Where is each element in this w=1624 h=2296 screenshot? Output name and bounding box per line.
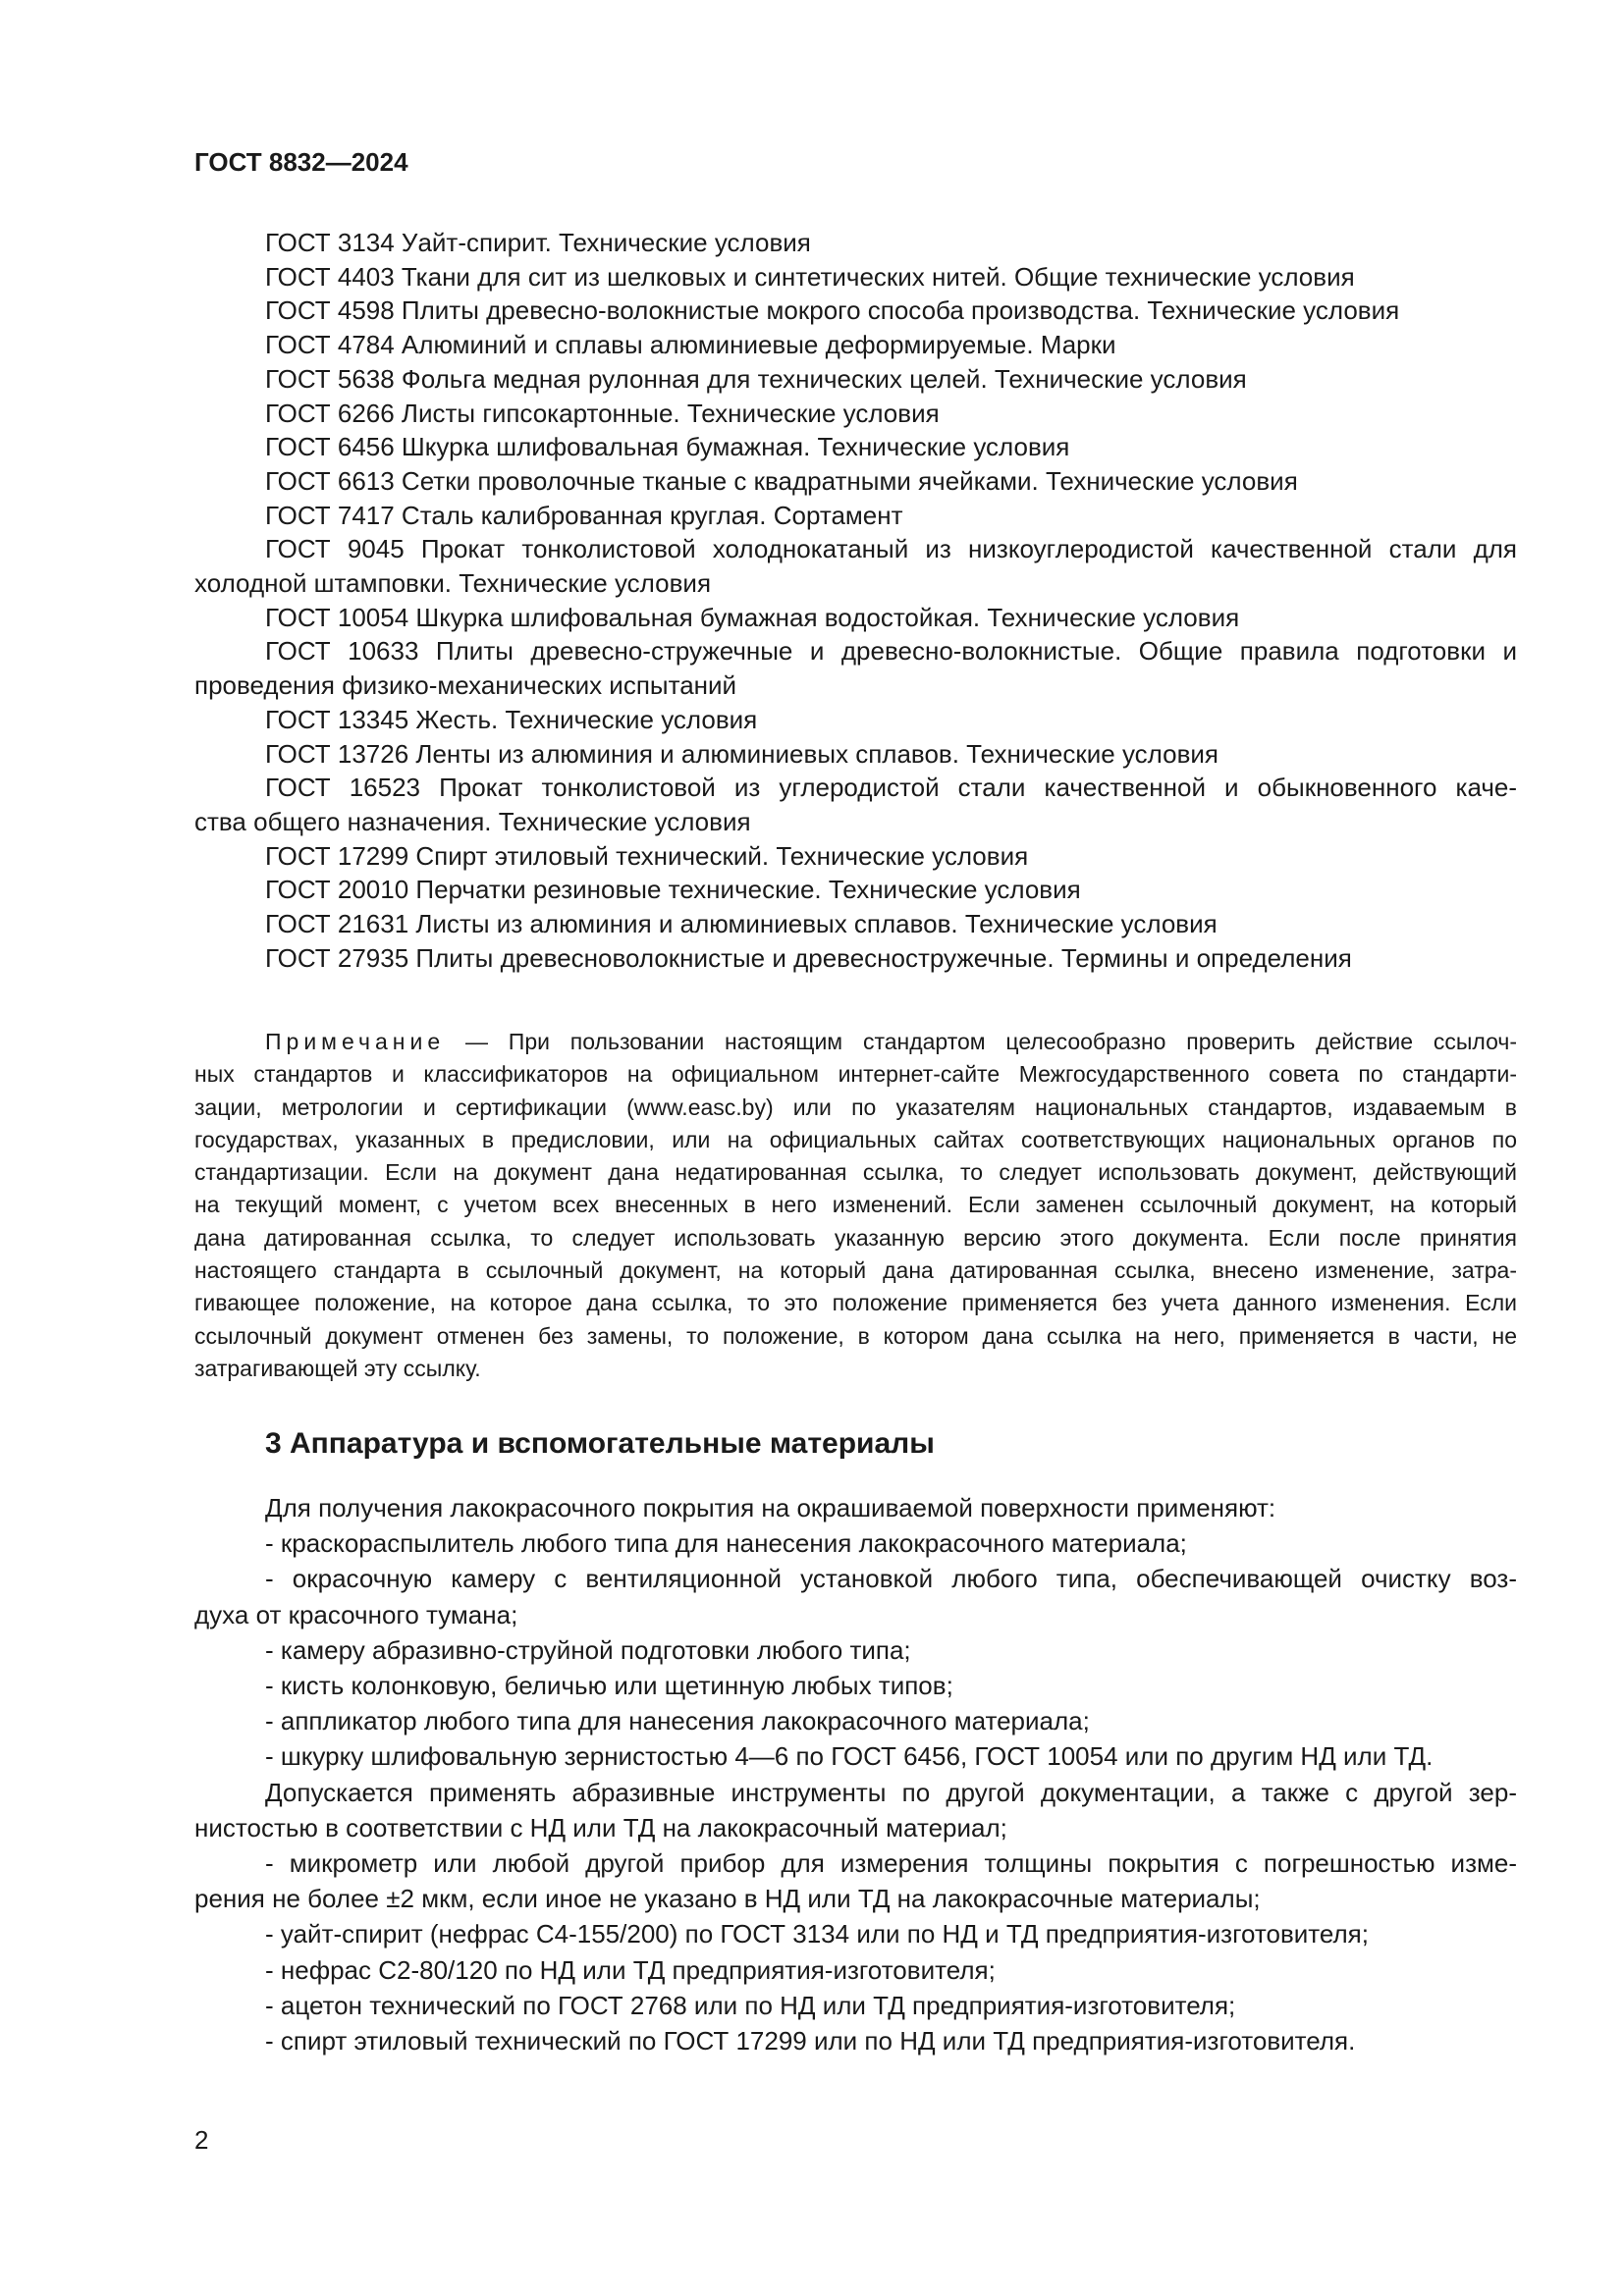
section-paragraph: - кисть колонковую, беличью или щетинную любых типов; <box>265 1671 953 1701</box>
reference-item: ГОСТ 17299 Спирт этиловый технический. Технические условия <box>265 840 1029 871</box>
reference-item: ГОСТ 3134 Уайт-спирит. Технические условия <box>265 228 811 257</box>
section-body <box>194 1490 1517 2058</box>
section-paragraph-continuation: духа от красочного тумана; <box>194 1599 518 1629</box>
reference-item: ГОСТ 7417 Сталь калиброванная круглая. Сортамент <box>265 500 903 530</box>
reference-item: ГОСТ 27935 Плиты древесноволокнистые и древесностружечные. Термины и определения <box>265 942 1352 973</box>
reference-item: ГОСТ 4403 Ткани для сит из шелковых и синтетических нитей. Общие технические условия <box>265 261 1355 292</box>
page-number: 2 <box>194 2125 209 2155</box>
section-paragraph: - аппликатор любого типа для нанесения лакокрасочного материала; <box>265 1706 1090 1736</box>
reference-item-continuation: холодной штамповки. Технические условия <box>194 568 712 599</box>
note-line: государствах, указанных в предисловии, или на официальных сайтах соответствующих национальных органов по <box>194 1126 1517 1152</box>
reference-item: ГОСТ 13726 Ленты из алюминия и алюминиевых сплавов. Технические условия <box>265 738 1219 769</box>
note-line: гивающее положение, на которое дана ссылка, то это положение применяется без учета данного изменения. Если <box>194 1290 1517 1316</box>
reference-item: ГОСТ 21631 Листы из алюминия и алюминиевых сплавов. Технические условия <box>265 909 1218 939</box>
reference-item: ГОСТ 9045 Прокат тонколистовой холоднокатаный из низкоуглеродистой качественной стали для <box>265 534 1517 564</box>
reference-item: ГОСТ 6456 Шкурка шлифовальная бумажная. Технические условия <box>265 432 1070 462</box>
note-line: на текущий момент, с учетом всех внесенных в него изменений. Если заменен ссылочный документ, на который <box>194 1192 1517 1218</box>
section-paragraph: - шкурку шлифовальную зернистостью 4—6 по ГОСТ 6456, ГОСТ 10054 или по другим НД или ТД. <box>265 1741 1434 1772</box>
section-paragraph-continuation: нистостью в соответствии с НД или ТД на лакокрасочный материал; <box>194 1812 1007 1842</box>
note-line: зации, метрологии и сертификации (www.easc.by) или по указателям национальных стандартов, издаваемым в <box>194 1094 1517 1120</box>
section-paragraph: - нефрас С2-80/120 по НД или ТД предприятия-изготовителя; <box>265 1954 996 1985</box>
reference-item: ГОСТ 4598 Плиты древесно-волокнистые мокрого способа производства. Технические условия <box>265 295 1400 326</box>
normative-references-list <box>194 226 1517 975</box>
section-paragraph: - ацетон технический по ГОСТ 2768 или по НД или ТД предприятия-изготовителя; <box>265 1990 1236 2020</box>
reference-item: ГОСТ 13345 Жесть. Технические условия <box>265 704 758 734</box>
section-paragraph: - уайт-спирит (нефрас С4-155/200) по ГОСТ 3134 или по НД и ТД предприятия-изготовителя; <box>265 1919 1369 1949</box>
note-label: Примечание <box>265 1029 446 1054</box>
note-first-line-text: — При пользовании настоящим стандартом целесообразно проверить действие ссылоч- <box>445 1029 1517 1054</box>
reference-item: ГОСТ 5638 Фольга медная рулонная для технических целей. Технические условия <box>265 363 1247 394</box>
reference-item: ГОСТ 20010 Перчатки резиновые технические. Технические условия <box>265 875 1081 905</box>
note-first-line <box>194 1026 1517 1058</box>
document-header: ГОСТ 8832—2024 <box>194 147 408 177</box>
note-line: настоящего стандарта в ссылочный документ, на который дана датированная ссылка, внесено изменение, затра- <box>194 1257 1517 1284</box>
note-block <box>194 1026 1517 1385</box>
section-paragraph: Для получения лакокрасочного покрытия на окрашиваемой поверхности применяют: <box>265 1493 1276 1522</box>
note-line: ссылочный документ отменен без замены, то положение, в котором дана ссылка на него, применяется в части, не <box>194 1322 1517 1349</box>
reference-item: ГОСТ 6266 Листы гипсокартонные. Технические условия <box>265 398 940 428</box>
note-line: стандартизации. Если на документ дана недатированная ссылка, то следует использовать документ, действующий <box>194 1159 1517 1186</box>
reference-item-continuation: проведения физико-механических испытаний <box>194 670 737 701</box>
section-paragraph: Допускается применять абразивные инструменты по другой документации, а также с другой зер- <box>265 1777 1517 1807</box>
reference-item: ГОСТ 10633 Плиты древесно-стружечные и древесно-волокнистые. Общие правила подготовки и <box>265 636 1517 667</box>
section-paragraph: - камеру абразивно-струйной подготовки любого типа; <box>265 1634 911 1665</box>
section-paragraph: - микрометр или любой другой прибор для измерения толщины покрытия с погрешностью изме- <box>265 1848 1517 1879</box>
reference-item: ГОСТ 10054 Шкурка шлифовальная бумажная водостойкая. Технические условия <box>265 602 1240 632</box>
note-line: ных стандартов и классификаторов на официальном интернет-сайте Межгосударственного совета по стандарти- <box>194 1061 1517 1088</box>
reference-item: ГОСТ 16523 Прокат тонколистовой из углеродистой стали качественной и обыкновенного каче- <box>265 773 1517 803</box>
section-paragraph: - спирт этиловый технический по ГОСТ 17299 или по НД или ТД предприятия-изготовителя. <box>265 2026 1356 2056</box>
section-paragraph-continuation: рения не более ±2 мкм, если иное не указано в НД или ТД на лакокрасочные материалы; <box>194 1884 1261 1914</box>
section-heading: 3 Аппаратура и вспомогательные материалы <box>265 1427 935 1460</box>
reference-item: ГОСТ 4784 Алюминий и сплавы алюминиевые деформируемые. Марки <box>265 330 1116 360</box>
section-paragraph: - окрасочную камеру с вентиляционной установкой любого типа, обеспечивающей очистку воз- <box>265 1564 1517 1594</box>
reference-item: ГОСТ 6613 Сетки проволочные тканые с квадратными ячейками. Технические условия <box>265 465 1298 496</box>
note-line: дана датированная ссылка, то следует использовать указанную версию этого документа. Если после принятия <box>194 1224 1517 1251</box>
section-paragraph: - краскораспылитель любого типа для нанесения лакокрасочного материала; <box>265 1528 1187 1559</box>
note-line: затрагивающей эту ссылку. <box>194 1355 481 1381</box>
reference-item-continuation: ства общего назначения. Технические условия <box>194 806 751 836</box>
